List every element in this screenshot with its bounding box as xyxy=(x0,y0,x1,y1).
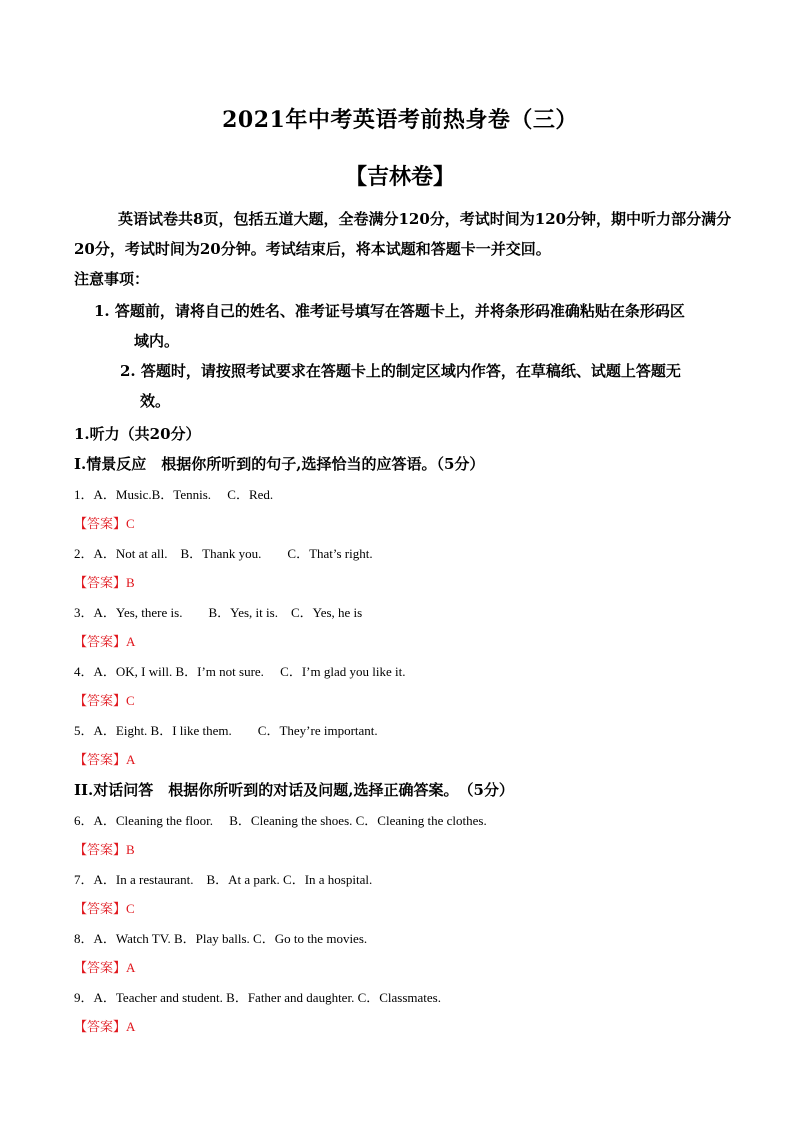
notes-heading: 注意事项： xyxy=(74,270,150,288)
page-subtitle: 【吉林卷】 xyxy=(344,164,455,190)
answer-label: 【答案】A xyxy=(74,634,136,649)
section-heading-1: I.情景反应 根据你所听到的句子,选择恰当的应答语。（5分） xyxy=(74,455,485,473)
note-item xyxy=(94,296,734,356)
question-item: 8．A．Watch TV. B．Play balls. C．Go to the movies. xyxy=(74,931,368,946)
part-heading-listening: 1.听力（共20分） xyxy=(74,425,201,443)
note-text: 答题前，请将自己的姓名、准考证号填写在答题卡上，并将条形码准确粘贴在条形码区 xyxy=(114,302,685,320)
answer-label: 【答案】A xyxy=(74,1019,136,1034)
answer-label: 【答案】A xyxy=(74,960,136,975)
question-item: 1．A．Music.B．Tennis. C．Red. xyxy=(74,487,274,502)
section-heading-2: II.对话问答 根据你所听到的对话及问题,选择正确答案。 （5分） xyxy=(74,781,514,799)
question-item: 3．A．Yes, there is. B．Yes, it is. C．Yes, he is xyxy=(74,605,363,620)
page-title: 2021年中考英语考前热身卷（三） xyxy=(222,107,578,133)
note-number: 2. xyxy=(120,362,136,380)
answer-label: 【答案】A xyxy=(74,752,136,767)
question-item: 2．A．Not at all. B．Thank you. C．That’s right. xyxy=(74,546,373,561)
note-continuation: 效。 xyxy=(140,392,171,410)
answer-label: 【答案】C xyxy=(74,901,135,916)
note-item xyxy=(120,356,734,416)
question-item: 6．A．Cleaning the floor. B．Cleaning the shoes. C．Cleaning the clothes. xyxy=(74,813,487,828)
question-item: 7．A．In a restaurant. B．At a park. C．In a hospital. xyxy=(74,872,373,887)
answer-label: 【答案】C xyxy=(74,693,135,708)
question-item: 5．A．Eight. B．I like them. C．They’re important. xyxy=(74,723,378,738)
intro-paragraph: 英语试卷共8页，包括五道大题，全卷满分120分，考试时间为120分钟，期中听力部分满分20分，考试时间为20分钟。考试结束后，将本试题和答题卡一并交回。 xyxy=(74,210,732,258)
note-text: 答题时，请按照考试要求在答题卡上的制定区域内作答，在草稿纸、试题上答题无 xyxy=(140,362,681,380)
answer-label: 【答案】B xyxy=(74,575,135,590)
question-item: 9．A．Teacher and student. B．Father and daughter. C．Classmates. xyxy=(74,990,441,1005)
note-continuation: 域内。 xyxy=(134,332,180,350)
note-number: 1. xyxy=(94,302,110,320)
answer-label: 【答案】B xyxy=(74,842,135,857)
answer-label: 【答案】C xyxy=(74,516,135,531)
question-item: 4．A．OK, I will. B．I’m not sure. C．I’m glad you like it. xyxy=(74,664,406,679)
